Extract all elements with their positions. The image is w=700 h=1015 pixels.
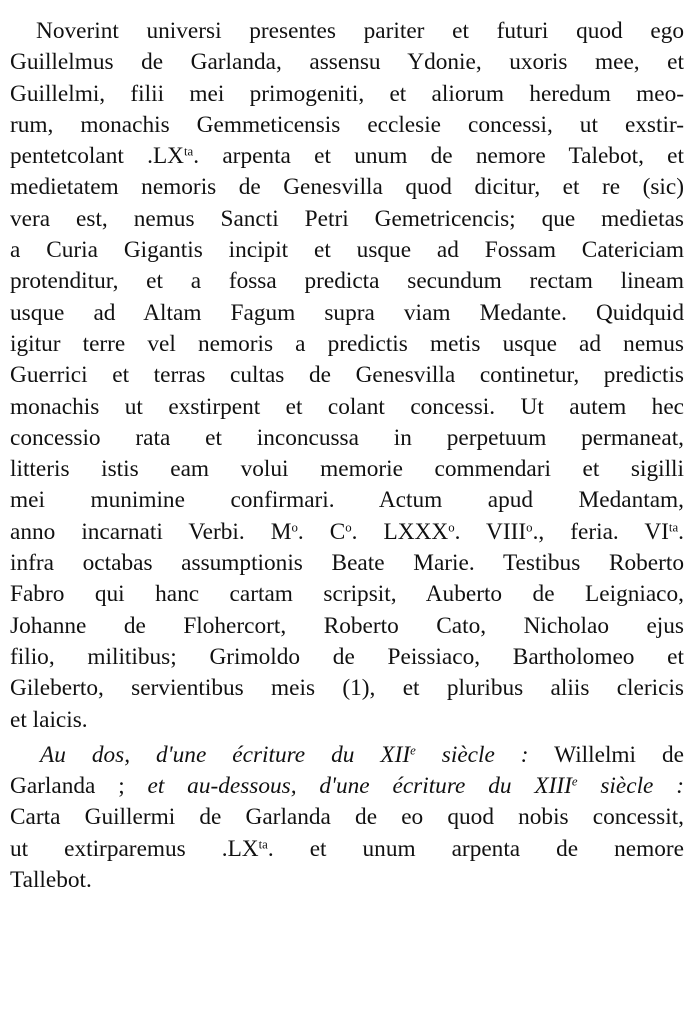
charter-line-20: Johanne de Flohercort, Roberto Cato, Nicholao ejus [10,612,684,639]
charter-line-5-end: . arpenta et unum de nemore Talebot, et [193,143,684,170]
charter-line-12: Guerrici et terras cultas de Genesvilla continetur, predictis [10,362,684,389]
date-superscript-3: o [448,520,455,535]
charter-line-23: et laicis. [10,706,88,733]
date-superscript-5: ta [668,520,679,535]
date-text-d: . VIII [454,518,527,545]
charter-line-7: vera est, nemus Sancti Petri Gemetricencis; que medietas [10,205,684,232]
charter-line-14: concessio rata et inconcussa in perpetuum permaneat, [10,424,684,451]
date-text-e: ., feria. VI [532,518,669,545]
dorsal-note-line-2 [10,771,684,802]
dorsal-note-line-1 [10,740,684,771]
charter-line-2: Guillelmus de Garlanda, assensu Ydonie, uxoris mee, et [10,49,684,76]
charter-line-1: Noverint universi presentes pariter et futuri quod ego [36,18,684,44]
dorsal-note-second-superscript: e [571,774,578,789]
dorsal-note-second-end: siècle : [577,773,684,800]
charter-line-22: Gileberto, servientibus meis (1), et pluribus aliis clericis [10,675,684,702]
charter-line-10: usque ad Altam Fagum supra viam Medante. Quidquid [10,299,684,326]
dorsal-note-italic-intro: Au dos, d'une écriture du XII [40,741,411,768]
date-text-a: anno incarnati Verbi. M [10,518,292,545]
charter-line-6: medietatem nemoris de Genesvilla quod dicitur, et re (sic) [10,174,684,201]
charter-line-19: Fabro qui hanc cartam scripsit, Auberto de Leigniaco, [10,581,684,608]
charter-line-9: protenditur, et a fossa predicta secundum rectam lineam [10,268,684,295]
dorsal-note-text-1: Willelmi de [528,741,684,768]
dorsal-note-italic-second: et au-dessous, d'une écriture du XIII [147,773,572,800]
charter-line-8: a Curia Gigantis incipit et usque ad Fossam Catericiam [10,237,684,264]
charter-line-17 [10,517,684,548]
charter-line-5-start: pentetcolant .LX [10,143,184,170]
dorsal-note-line-4-superscript: ta [258,837,268,852]
dorsal-note-line-5: Tallebot. [10,867,92,894]
dorsal-note-line-4 [10,834,684,865]
dorsal-note-intro-superscript: e [410,743,416,758]
date-text-c: . LXXX [351,518,449,545]
date-superscript-2: o [345,520,352,535]
dorsal-note-intro-end: siècle : [415,741,529,768]
charter-line-5-superscript: ta [184,144,194,159]
dorsal-note-line-4-end: . et unum arpenta de nemore [267,835,684,862]
charter-line-13: monachis ut exstirpent et colant concessi. Ut autem hec [10,393,684,420]
charter-line-16: mei munimine confirmari. Actum apud Medantam, [10,487,684,514]
charter-line-5 [10,141,684,172]
charter-line-21: filio, militibus; Grimoldo de Peissiaco, Bartholomeo et [10,643,684,670]
dorsal-note-line-4-start: ut extirparemus .LX [10,835,259,862]
charter-line-11: igitur terre vel nemoris a predictis metis usque ad nemus [10,330,684,357]
charter-line-15: litteris istis eam volui memorie commendari et sigilli [10,456,684,483]
dorsal-note-line-3: Carta Guillermi de Garlanda de eo quod nobis concessit, [10,804,684,831]
date-superscript-1: o [291,520,298,535]
charter-line-4: rum, monachis Gemmeticensis ecclesie concessi, ut exstir- [10,111,684,138]
charter-line-18: infra octabas assumptionis Beate Marie. Testibus Roberto [10,550,684,577]
charter-line-3: Guillelmi, filii mei primogeniti, et aliorum heredum meo- [10,80,684,107]
date-text-f: . [678,518,684,545]
dorsal-note-line-2-start: Garlanda ; [10,773,148,800]
date-text-b: . C [297,518,346,545]
date-superscript-4: o [526,520,533,535]
